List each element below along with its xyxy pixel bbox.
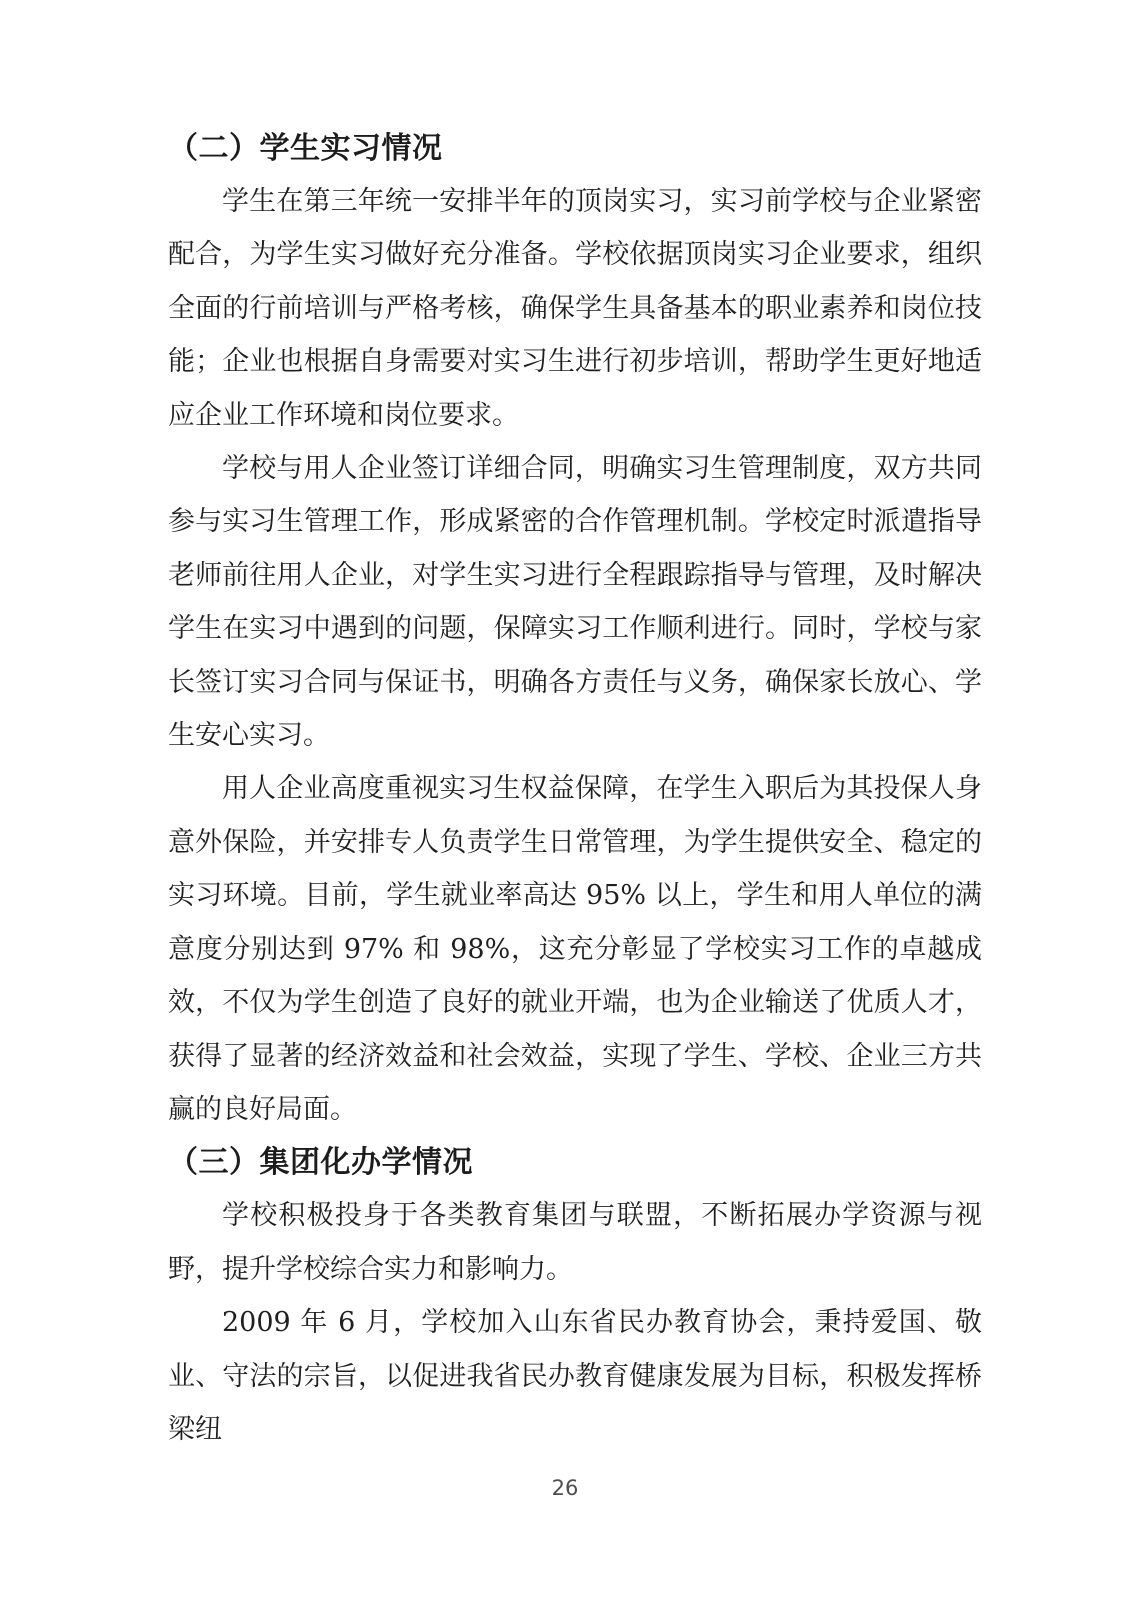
section-heading-internship: （二）学生实习情况: [168, 131, 443, 166]
paragraph: 用人企业高度重视实习生权益保障，在学生入职后为其投保人身意外保险，并安排专人负责学生日常管理，为学生提供安全、稳定的实习环境。目前，学生就业率高达 95% 以上，学生和用人单位的满意度分别达到 97% 和 98%，这充分彰显了学校实习工作的卓越成效，不仅为学生创造了良好的就业开端，也为企业输送了优质人才，获得了显著的经济效益和社会效益，实现了学生、学校、企业三方共赢的良好局面。: [168, 773, 982, 1125]
paragraph: 学生在第三年统一安排半年的顶岗实习，实习前学校与企业紧密配合，为学生实习做好充分准备。学校依据顶岗实习企业要求，组织全面的行前培训与严格考核，确保学生具备基本的职业素养和岗位技能；企业也根据自身需要对实习生进行初步培训，帮助学生更好地适应企业工作环境和岗位要求。: [168, 186, 982, 431]
paragraph: 学校积极投身于各类教育集团与联盟，不断拓展办学资源与视野，提升学校综合实力和影响力。: [168, 1200, 982, 1285]
paragraph: 2009 年 6 月，学校加入山东省民办教育协会，秉持爱国、敬业、守法的宗旨，以促进我省民办教育健康发展为目标，积极发挥桥梁纽: [168, 1307, 982, 1445]
page-number: 26: [551, 1476, 579, 1500]
paragraph: 学校与用人企业签订详细合同，明确实习生管理制度，双方共同参与实习生管理工作，形成紧密的合作管理机制。学校定时派遣指导老师前往用人企业，对学生实习进行全程跟踪指导与管理，及时解决学生在实习中遇到的问题，保障实习工作顺利进行。同时，学校与家长签订实习合同与保证书，明确各方责任与义务，确保家长放心、学生安心实习。: [168, 453, 982, 752]
document-content: [168, 122, 982, 1456]
section-heading-group-education: （三）集团化办学情况: [168, 1145, 473, 1181]
